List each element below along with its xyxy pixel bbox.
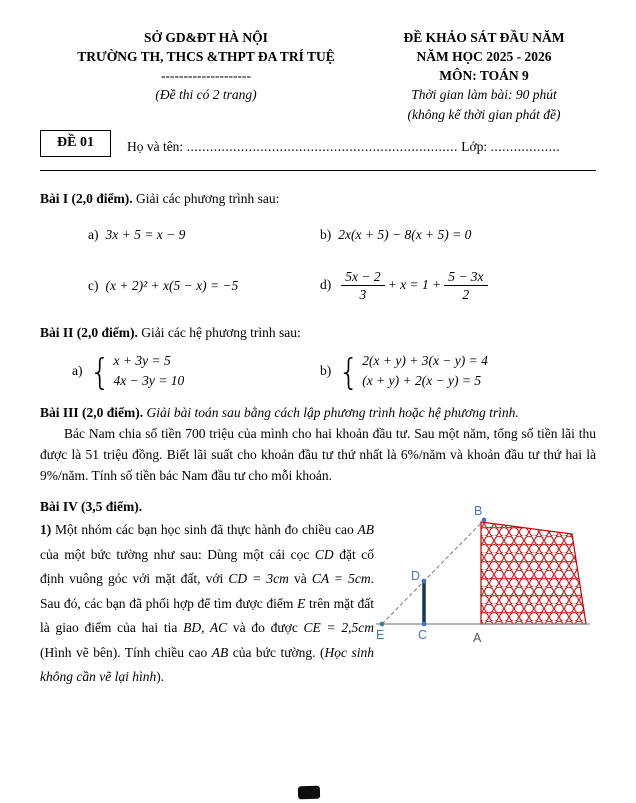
department-name: SỞ GD&ĐT HÀ NỘI xyxy=(144,30,268,45)
system-a-eq1: x + 3y = 5 xyxy=(113,352,171,368)
divider-dashes: -------------------- xyxy=(161,68,251,84)
system-b-eq1: 2(x + y) + 3(x − y) = 4 xyxy=(362,352,488,368)
equation-b-expr: 2x(x + 5) − 8(x + 5) = 0 xyxy=(338,226,472,242)
system-b-eq2: (x + y) + 2(x − y) = 5 xyxy=(362,373,482,389)
duration: Thời gian làm bài: 90 phút xyxy=(411,87,557,103)
name-line xyxy=(127,139,596,157)
problem4-body: 1) Một nhóm các bạn học sinh đã thực hành đo chiều cao AB của một bức tường như sau: Dùng một cái cọc CD đặt cố định vuông góc với mặt đất, với CD = 3cm và CA = 5cm. Sau đó, các bạn đã phối hợp để tìm được điểm E trên mặt đất là giao điểm của hai tia BD, AC và đo được CE = 2,5cm (Hình vẽ bên). Tính chiều cao AB của bức tường. (Học sinh không cần vẽ lại hình). xyxy=(40,522,375,685)
name-row xyxy=(40,130,596,157)
problem3-intro: Giải bài toán sau bằng cách lập phương trình hoặc hệ phương trình. xyxy=(143,405,519,421)
problem1-title: Bài I (2,0 điểm). xyxy=(40,190,133,206)
wall-shape xyxy=(481,522,586,624)
equation-row-ab xyxy=(40,227,596,243)
fraction-1 xyxy=(341,269,384,303)
equation-c-expr: (x + 2)² + x(5 − x) = −5 xyxy=(105,277,239,293)
school-name: TRƯỜNG TH, THCS &THPT ĐA TRÍ TUỆ xyxy=(77,49,335,65)
problem2-heading xyxy=(40,325,596,341)
equation-b-label: b) xyxy=(320,226,332,242)
equation-c xyxy=(40,278,320,294)
label-D: D xyxy=(411,569,421,584)
problem3-title: Bài III (2,0 điểm). xyxy=(40,405,144,421)
problem4-title: Bài IV (3,5 điểm). xyxy=(40,499,143,515)
label-B: B xyxy=(474,504,483,519)
name-label: Họ và tên: xyxy=(126,138,184,154)
problem2-intro: Giải các hệ phương trình sau: xyxy=(137,324,301,340)
equation-a-label: a) xyxy=(88,226,99,242)
header-school-block xyxy=(40,28,372,124)
equation-d-middle: + x = 1 + xyxy=(387,276,442,292)
point-B xyxy=(482,518,487,523)
brace-symbol: { xyxy=(338,350,360,393)
label-E: E xyxy=(376,628,385,643)
exam-title: ĐỀ KHẢO SÁT ĐẦU NĂM xyxy=(403,30,565,45)
problem2-title: Bài II (2,0 điểm). xyxy=(40,324,138,340)
class-label: Lớp: xyxy=(461,138,488,154)
equation-d-label: d) xyxy=(320,276,332,292)
pages-note: (Đề thi có 2 trang) xyxy=(155,87,257,103)
geometry-figure xyxy=(374,502,596,654)
fraction-1-denominator: 3 xyxy=(359,287,367,303)
scan-artifact-mark xyxy=(298,786,320,800)
equation-a xyxy=(40,227,320,243)
point-D xyxy=(422,579,427,584)
fraction-2-denominator: 2 xyxy=(462,287,470,303)
equation-d-expr xyxy=(338,268,490,303)
exam-header xyxy=(40,28,596,124)
label-A: A xyxy=(473,631,482,646)
fraction-1-numerator: 5x − 2 xyxy=(341,269,384,287)
brace-symbol: { xyxy=(89,350,111,393)
equation-a-expr: 3x + 5 = x − 9 xyxy=(105,226,186,242)
duration-note: (không kể thời gian phát đề) xyxy=(407,106,561,122)
system-a-eq2: 4x − 3y = 10 xyxy=(113,373,185,389)
subject: MÔN: TOÁN 9 xyxy=(439,68,529,84)
fraction-2-numerator: 5 − 3x xyxy=(444,269,487,287)
system-a xyxy=(40,351,320,392)
equation-c-label: c) xyxy=(88,277,99,293)
problem1-heading xyxy=(40,191,596,207)
problem3-heading xyxy=(40,405,596,421)
system-a-label: a) xyxy=(72,363,83,379)
sight-line-EB xyxy=(382,520,484,624)
class-dots: .................. xyxy=(490,138,561,154)
header-exam-block xyxy=(372,28,596,124)
equation-d xyxy=(320,269,596,303)
figure-container xyxy=(374,502,596,690)
name-dots: ...................................................................... xyxy=(186,138,458,154)
label-C: C xyxy=(418,628,428,643)
point-C xyxy=(422,622,427,627)
exam-code-label: ĐỀ 01 xyxy=(57,134,94,150)
equation-b xyxy=(320,227,596,243)
exam-code-box xyxy=(40,130,111,157)
point-E xyxy=(380,622,385,627)
fraction-2 xyxy=(444,269,487,303)
header-divider xyxy=(40,170,596,171)
systems-row xyxy=(40,351,596,392)
problem3-body: Bác Nam chia số tiền 700 triệu của mình cho hai khoản đầu tư. Sau một năm, tổng số tiền lãi thu được là 51 triệu đồng. Biết lãi suất cho khoản đầu tư thứ nhất là 6%/năm và khoản đầu tư thứ hai là 9%/năm. Tính số tiền bác Nam đầu tư cho mỗi khoản. xyxy=(40,426,596,484)
school-year: NĂM HỌC 2025 - 2026 xyxy=(416,49,552,65)
system-b xyxy=(320,351,596,392)
problem1-intro: Giải các phương trình sau: xyxy=(132,190,280,206)
system-b-label: b) xyxy=(320,363,332,379)
equation-row-cd xyxy=(40,269,596,303)
